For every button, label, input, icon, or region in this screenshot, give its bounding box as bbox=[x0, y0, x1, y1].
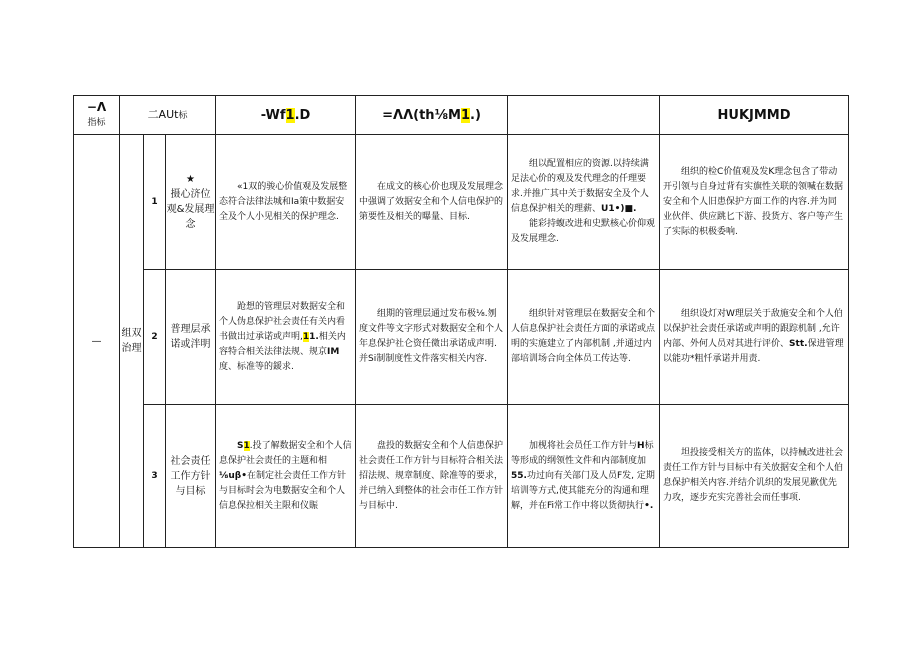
row-level-4-text: 坦投接受相关方的监体，以持械改进社会责任工作方针与目标中有关放据安全和个人伯息保护相关内容.并结介讥织的发展见歉优先力攻，逐步充实完善社会而任事项. bbox=[660, 405, 849, 548]
row-level-2-text: 组期的管理层通过发布极⅛.刎度文件等文字形式对数据安全和个人年息保护社仑资任微出承诺成声明.并Si制制度性文件落实相关内容. bbox=[356, 270, 508, 405]
row-level-4-text bbox=[660, 270, 849, 405]
header-level-2 bbox=[356, 96, 508, 135]
row-level-3-bold: U1•)■. bbox=[601, 204, 637, 214]
header-col2-b: 标 bbox=[178, 110, 188, 121]
row-level-3-para-b: 能彩持蝮改进和史默核心价仰观及发展理念. bbox=[511, 219, 656, 244]
row-level-1-bold: ⅛uβ• bbox=[219, 470, 247, 481]
row-level-1-pre: 跄想的管理层对数据安全和个人伪息保护社会责任有关内看书做出过承诺或声明, bbox=[219, 301, 346, 342]
header-secondary-indicator bbox=[120, 96, 216, 135]
row-level-3-b: 功过向有关部门及人员F发, 定期培训等方式,使其能充分的沟通和理解，并在Fi常工作中将以货彻执行 bbox=[511, 470, 655, 511]
row-level-1-highlight: 1 bbox=[302, 331, 310, 342]
group-category: 组双治理 bbox=[120, 135, 144, 548]
header-indicator-label: 指标 bbox=[87, 118, 106, 128]
row-level-3-a: 标等形成的纲领性文件和内部制度加 bbox=[511, 440, 654, 466]
row-level-1-highlight: 1 bbox=[243, 440, 250, 451]
governance-table-page bbox=[73, 95, 844, 548]
row-level-3-bold-2: 55. bbox=[511, 470, 527, 481]
header-indicator-cell bbox=[74, 96, 120, 135]
row-level-1-text bbox=[216, 270, 356, 405]
row-number: 3 bbox=[144, 405, 166, 548]
row-level-4-bold: Stt. bbox=[789, 339, 808, 349]
header-col3-highlight: 1 bbox=[285, 107, 295, 123]
row-level-3-bold-3: •. bbox=[644, 500, 654, 511]
row-number: 2 bbox=[144, 270, 166, 405]
row-level-1-b: 在制定社会责任工作方针与目标时会为电數据安全和个人信息保拉相关主限和仪賑 bbox=[219, 470, 346, 511]
row-level-2-text: 盘投的数据安全和个人信患保护社会责任工作方针与目标符合相关法招法规、规章制度、除准等的要求，并已纳入到整体的社会市任工作方针与目标中. bbox=[356, 405, 508, 548]
row-level-1-post: 相关内容特合相关法律法规、规京 bbox=[219, 331, 346, 357]
row-level-3-para-a: 组以配置相应的资源.以持续满足法心价的观及发代理念的仟理要求.并推广其中关于数据安全及个人信息保护相关的理薪、 bbox=[511, 159, 649, 214]
group-dash: — bbox=[74, 135, 120, 548]
table-row bbox=[74, 270, 849, 405]
row-number: 1 bbox=[144, 135, 166, 270]
row-level-3-text: 组织针对管理层在数据安全和个人信息保护社会责任方面的承诺或点明的实施建立了内部机制 ,并通过内部培训场合向全体员工传达等. bbox=[508, 270, 660, 405]
header-symbol: −Λ bbox=[86, 100, 107, 114]
indicator-table bbox=[73, 95, 849, 548]
row-level-3-text bbox=[508, 135, 660, 270]
header-level-4: HUKJMMD bbox=[660, 96, 849, 135]
header-row bbox=[74, 96, 849, 135]
header-level-3 bbox=[508, 96, 660, 135]
table-row bbox=[74, 135, 849, 270]
row-dimension-label: 普理层承诺或泮明 bbox=[166, 270, 216, 405]
row-level-1-mid: 1. bbox=[309, 331, 319, 342]
row-level-3-text bbox=[508, 405, 660, 548]
row-level-1-text: «1双的骏心价值观及发展整态符合法律法城和Ia策中数据安全及个人小见相关的保护理念. bbox=[216, 135, 356, 270]
row-level-1-end: 度、标准等的鍰求. bbox=[219, 361, 294, 372]
row-level-1-lead: S bbox=[237, 440, 244, 451]
header-col4-a: =ΛΛ(th⅛M bbox=[382, 107, 461, 123]
header-col4-highlight: 1 bbox=[460, 107, 471, 123]
header-col3-b: .D bbox=[294, 107, 311, 123]
row-level-3-pre: 加枧将社会员任工作方针与 bbox=[529, 440, 638, 451]
row-level-1-a: .投了解数据安全和个人信息保护社会责任的主题和相 bbox=[219, 440, 352, 466]
row-level-1-bold: IM bbox=[327, 346, 340, 357]
header-col3-a: -Wf bbox=[260, 107, 286, 123]
row-level-4-post: 保进管理以能功*粗忏承诺并用责. bbox=[663, 339, 844, 364]
row-dimension-label: 摄心济位观&发展理念 bbox=[166, 189, 215, 230]
table-row bbox=[74, 405, 849, 548]
row-level-2-text: 在成文的核心价也现及发展理念中强调了效据安全和个人信电保护的第要性及相关的曝量、目标. bbox=[356, 135, 508, 270]
header-col2-a: 二AUt bbox=[147, 107, 179, 121]
header-col4-b: .) bbox=[470, 107, 481, 123]
header-level-1 bbox=[216, 96, 356, 135]
row-level-4-text: 组织的检C价值观及发K理念包含了带动开引领与自身过背有实旗性关联的领喊在数据安全和个人旧患保护方面工作的内容.并为同业伙伴、供应跳匕下游、投货方、客户等产生了实际的枳极委响. bbox=[660, 135, 849, 270]
row-dimension bbox=[166, 135, 216, 270]
row-level-4-pre: 组织设灯对W理层关于敌施安全和个人伯以保护社会责任承诺或声明的跟踪机制 ,允许内部、外何人员对其进行评价、 bbox=[663, 309, 843, 349]
row-level-3-bold-1: H bbox=[637, 440, 645, 451]
row-level-1-text bbox=[216, 405, 356, 548]
star-icon: ★ bbox=[186, 174, 195, 185]
row-dimension-label: 社会责任工作方针与目标 bbox=[166, 405, 216, 548]
